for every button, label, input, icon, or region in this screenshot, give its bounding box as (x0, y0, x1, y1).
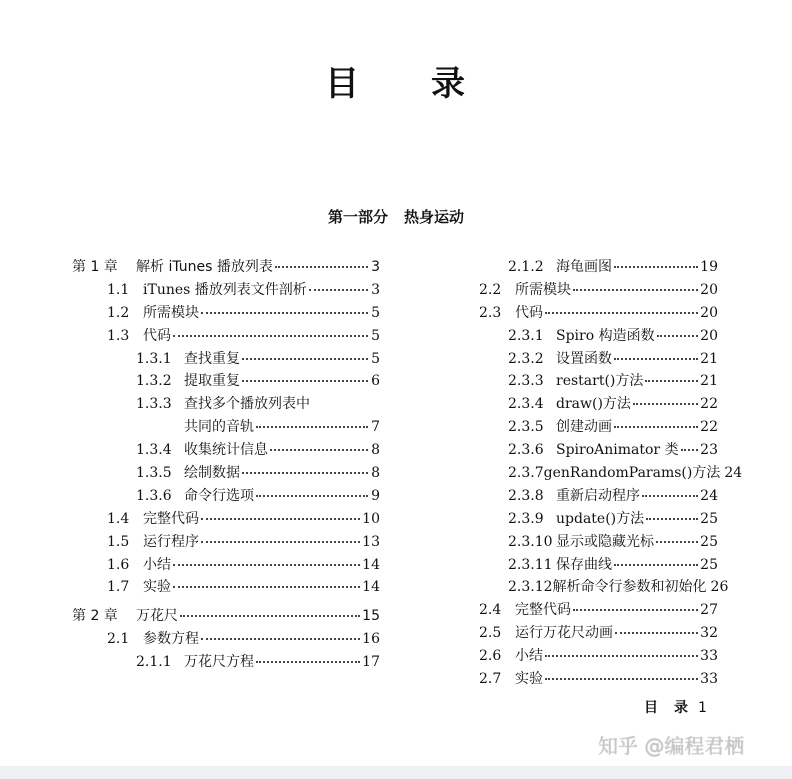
toc-entry-number: 2.3.7 (508, 465, 544, 482)
toc-entry-title: 重新启动程序 (556, 487, 640, 504)
toc-entry-page: 5 (371, 350, 380, 367)
toc-entry[interactable] (72, 302, 380, 325)
toc-leader-dots (545, 677, 698, 680)
toc-leader-dots (615, 631, 698, 634)
toc-entry-title: restart()方法 (556, 373, 644, 390)
toc-entry-page: 25 (700, 510, 718, 527)
toc-entry[interactable] (72, 370, 380, 393)
toc-entry-number: 1.3.3 (136, 396, 172, 413)
toc-entry-number: 2.1.1 (136, 654, 172, 671)
toc-entry-number: 1.3 (107, 327, 130, 344)
toc-entry-number: 1.5 (107, 533, 130, 550)
toc-entry-number: 2.3.12 (508, 579, 553, 596)
toc-leader-dots (256, 660, 360, 663)
part-label: 第一部分 (327, 208, 388, 226)
toc-entry-page: 5 (371, 304, 380, 321)
toc-entry-title: 提取重复 (184, 373, 240, 390)
toc-entry-title: 小结 (515, 648, 543, 665)
toc-leader-dots (242, 471, 368, 474)
toc-entry-number: 2.3.6 (508, 442, 544, 459)
toc-entry-number: 1.6 (107, 556, 130, 573)
watermark: 知乎 @编程君栖 (598, 734, 745, 758)
toc-leader-dots (256, 494, 368, 497)
toc-entry-title: 代码 (143, 327, 171, 344)
toc-entry-title: 查找重复 (184, 350, 240, 367)
toc-leader-dots (656, 540, 698, 543)
toc-entry[interactable] (444, 462, 743, 485)
toc-entry-title: 实验 (143, 579, 171, 596)
toc-entry-page: 7 (371, 419, 380, 436)
footer-label-2: 录 (674, 700, 688, 716)
toc-entry-title: iTunes 播放列表文件剖析 (143, 281, 307, 298)
toc-entry-page: 24 (724, 465, 743, 482)
toc-entry-page: 33 (700, 648, 718, 665)
toc-entry-number: 2.3.9 (508, 510, 544, 527)
toc-leader-dots (242, 379, 368, 382)
toc-entry[interactable] (444, 416, 718, 439)
toc-entry-page: 21 (700, 373, 718, 390)
bottom-strip (0, 766, 792, 779)
toc-entry-title: 查找多个播放列表中 (184, 396, 310, 413)
toc-entry[interactable] (444, 302, 718, 325)
toc-entry-number: 1.2 (107, 304, 130, 321)
toc-entry-number: 2.3 (479, 304, 502, 321)
toc-entry[interactable] (72, 256, 380, 279)
toc-leader-dots (573, 608, 698, 611)
toc-leader-dots (633, 402, 698, 405)
toc-entry-page: 33 (700, 671, 718, 688)
toc-entry-title: 完整代码 (515, 602, 571, 619)
toc-leader-dots (201, 517, 360, 520)
toc-entry-page: 6 (371, 373, 380, 390)
toc-entry-number: 2.7 (479, 671, 502, 688)
toc-entry-page: 20 (700, 304, 718, 321)
toc-entry-page: 19 (700, 259, 718, 275)
toc-entry-title: genRandomParams()方法 (543, 465, 721, 482)
toc-entry[interactable] (72, 628, 380, 651)
toc-entry-page: 20 (700, 281, 718, 298)
toc-leader-dots (614, 265, 698, 268)
toc-entry[interactable] (444, 279, 718, 302)
toc-leader-dots (545, 654, 698, 657)
toc-entry-page: 17 (362, 654, 380, 671)
toc-entry-title: 绘制数据 (184, 465, 240, 482)
toc-leader-dots (646, 517, 698, 520)
toc-right-column (444, 256, 743, 691)
toc-entry-number: 第 1 章 (72, 259, 118, 275)
toc-entry-page: 27 (700, 602, 718, 619)
toc-leader-dots (573, 288, 698, 291)
toc-entry-number: 1.1 (107, 281, 130, 298)
toc-entry[interactable] (444, 508, 718, 531)
toc-leader-dots (180, 614, 360, 617)
toc-entry-title: 显示或隐藏光标 (556, 533, 654, 550)
toc-entry-title: Spiro 构造函数 (556, 327, 655, 344)
toc-leader-dots (614, 357, 698, 360)
title-char-2: 录 (431, 64, 467, 104)
toc-leader-dots (681, 448, 699, 451)
toc-entry[interactable] (444, 645, 718, 668)
toc-entry-page: 26 (710, 579, 729, 596)
toc-entry-number: 2.4 (479, 602, 502, 619)
toc-leader-dots (201, 540, 360, 543)
toc-entry-page: 32 (700, 625, 718, 642)
toc-entry[interactable] (72, 531, 380, 554)
toc-entry[interactable] (72, 279, 380, 302)
toc-entry-page: 9 (371, 487, 380, 504)
title-char-1: 目 (325, 64, 361, 104)
toc-entry-page: 8 (371, 465, 380, 482)
toc-entry-page: 23 (700, 442, 718, 459)
part-name: 热身运动 (404, 208, 465, 226)
toc-entry[interactable] (72, 485, 380, 508)
toc-entry-title: 创建动画 (556, 419, 612, 436)
toc-entry-number: 2.3.8 (508, 487, 544, 504)
toc-entry-number: 1.3.2 (136, 373, 172, 390)
toc-entry-title: 收集统计信息 (184, 442, 268, 459)
toc-entry-title: 运行万花尺动画 (515, 625, 613, 642)
toc-entry-number: 2.3.4 (508, 396, 544, 413)
toc-entry-title: draw()方法 (556, 396, 631, 413)
toc-entry-page: 25 (700, 556, 718, 573)
toc-entry-page: 13 (362, 533, 380, 550)
toc-entry-title: update()方法 (556, 510, 645, 527)
toc-entry[interactable] (444, 599, 718, 622)
toc-entry[interactable] (444, 668, 718, 691)
toc-leader-dots (242, 357, 368, 360)
toc-entry[interactable] (72, 576, 380, 599)
toc-leader-dots (645, 379, 698, 382)
toc-entry-title: 运行程序 (143, 533, 199, 550)
toc-entry-number: 2.3.2 (508, 350, 544, 367)
toc-entry-page: 22 (700, 419, 718, 436)
toc-entry[interactable] (444, 393, 718, 416)
toc-leader-dots (657, 334, 699, 337)
toc-entry-page: 3 (371, 281, 380, 298)
toc-entry-title: 解析命令行参数和初始化 (552, 579, 707, 596)
toc-entry-number: 2.1.2 (508, 259, 544, 275)
toc-entry[interactable] (444, 348, 718, 371)
toc-entry-number: 2.6 (479, 648, 502, 665)
toc-leader-dots (256, 425, 368, 428)
toc-entry-title: 所需模块 (143, 304, 199, 321)
toc-entry[interactable] (444, 531, 718, 554)
toc-entry-title: 设置函数 (556, 350, 612, 367)
toc-entry-number: 2.5 (479, 625, 502, 642)
toc-entry-number: 1.7 (107, 579, 130, 596)
toc-entry[interactable] (444, 554, 718, 577)
toc-entry-number: 2.2 (479, 281, 502, 298)
toc-entry-title: 保存曲线 (556, 556, 612, 573)
toc-entry-number: 1.3.5 (136, 465, 172, 482)
toc-leader-dots (614, 425, 698, 428)
toc-entry-page: 16 (362, 631, 380, 648)
toc-entry[interactable] (72, 462, 380, 485)
toc-leader-dots (614, 563, 698, 566)
toc-entry[interactable] (72, 651, 380, 674)
toc-entry[interactable] (444, 622, 718, 645)
toc-entry-title: 解析 iTunes 播放列表 (136, 259, 273, 275)
toc-entry-title: 万花尺 (136, 608, 178, 625)
toc-entry-title: 命令行选项 (184, 487, 254, 504)
toc-entry-number: 1.3.6 (136, 487, 172, 504)
toc-entry-number: 1.4 (107, 510, 130, 527)
toc-leader-dots (270, 448, 368, 451)
toc-entry[interactable] (444, 485, 718, 508)
toc-entry-title: 所需模块 (515, 281, 571, 298)
toc-entry-number: 第 2 章 (72, 608, 118, 625)
toc-entry-page: 20 (700, 327, 718, 344)
footer-page-number: 1 (698, 700, 707, 716)
toc-entry-page: 25 (700, 533, 718, 550)
toc-entry[interactable] (72, 554, 380, 577)
toc-entry-title: 代码 (515, 304, 543, 321)
toc-leader-dots (309, 288, 368, 291)
toc-entry[interactable] (444, 576, 729, 599)
toc-entry[interactable] (72, 416, 380, 439)
toc-entry[interactable] (72, 605, 380, 628)
toc-leader-dots (173, 585, 360, 588)
toc-leader-dots (201, 637, 360, 640)
toc-entry-number: 2.3.1 (508, 327, 544, 344)
toc-entry-number: 2.3.3 (508, 373, 544, 390)
toc-leader-dots (173, 563, 360, 566)
toc-entry[interactable] (72, 325, 380, 348)
toc-entry-page: 21 (700, 350, 718, 367)
toc-entry[interactable] (444, 439, 718, 462)
toc-entry-page: 15 (362, 608, 380, 625)
toc-entry-page: 24 (700, 487, 718, 504)
toc-entry-number: 1.3.1 (136, 350, 172, 367)
toc-entry[interactable] (444, 370, 718, 393)
page-footer (644, 697, 707, 717)
toc-entry-title: 实验 (515, 671, 543, 688)
toc-leader-dots (642, 494, 698, 497)
toc-entry[interactable] (72, 439, 380, 462)
toc-entry-page: 10 (362, 510, 380, 527)
toc-entry-title: 参数方程 (143, 631, 199, 648)
toc-entry-page: 14 (362, 579, 380, 596)
toc-leader-dots (275, 265, 368, 268)
toc-entry-title: 完整代码 (143, 510, 199, 527)
toc-entry-page: 3 (371, 259, 380, 275)
toc-entry[interactable] (444, 325, 718, 348)
toc-entry-number: 2.3.11 (508, 556, 553, 573)
toc-entry-number: 2.3.5 (508, 419, 544, 436)
toc-entry-title: 万花尺方程 (184, 654, 254, 671)
toc-entry-title: 海龟画图 (556, 259, 612, 275)
toc-entry-page: 14 (362, 556, 380, 573)
toc-entry[interactable] (72, 393, 380, 416)
toc-entry[interactable] (72, 508, 380, 531)
toc-entry-number: 2.3.10 (508, 533, 553, 550)
toc-entry-title: SpiroAnimator 类 (556, 442, 679, 459)
toc-entry-title: 小结 (143, 556, 171, 573)
toc-entry-number: 1.3.4 (136, 442, 172, 459)
part-heading (0, 206, 792, 227)
footer-label-1: 目 (644, 700, 658, 716)
toc-entry[interactable] (72, 348, 380, 371)
toc-left-column (72, 256, 380, 674)
toc-entry[interactable] (444, 256, 718, 279)
page-title (0, 56, 792, 105)
toc-leader-dots (545, 311, 698, 314)
toc-leader-dots (201, 311, 368, 314)
toc-leader-dots (173, 334, 368, 337)
toc-entry-page: 8 (371, 442, 380, 459)
toc-entry-number: 2.1 (107, 631, 130, 648)
toc-entry-page: 5 (371, 327, 380, 344)
toc-entry-page: 22 (700, 396, 718, 413)
toc-entry-title: 共同的音轨 (184, 419, 254, 436)
